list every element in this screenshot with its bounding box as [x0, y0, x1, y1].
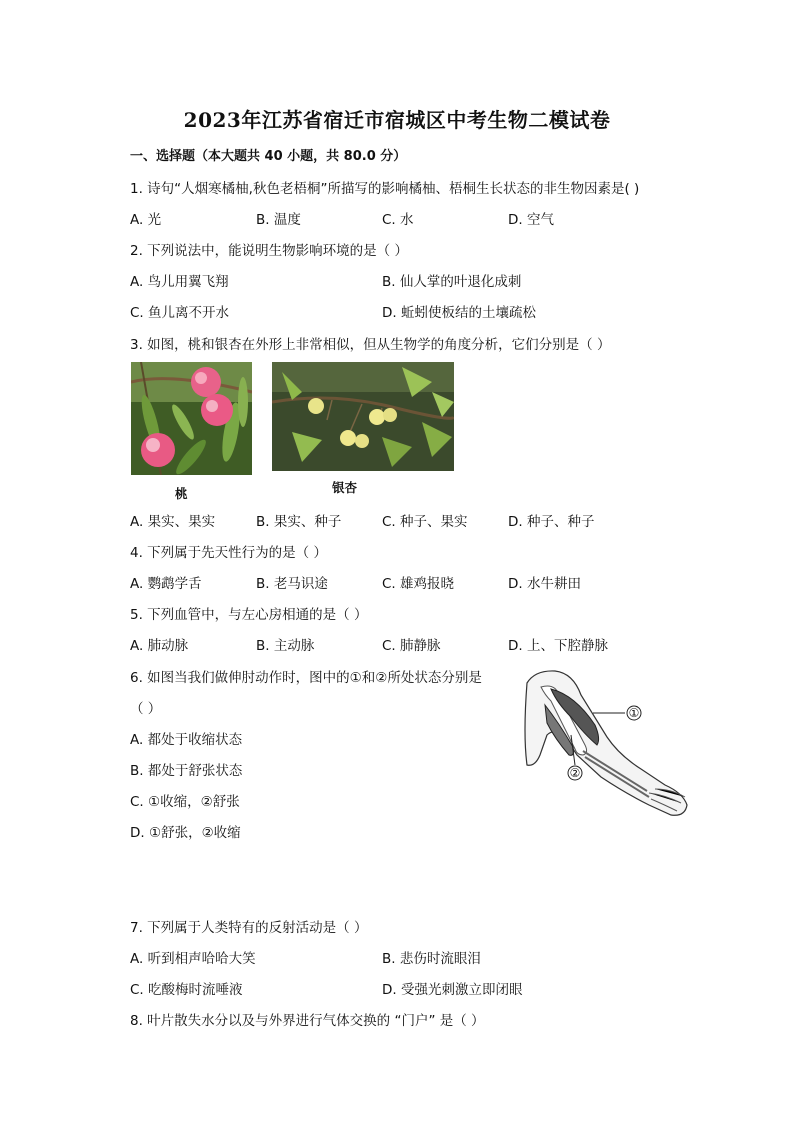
q7-option-c: C. 吃酸梅时流唾液 — [130, 982, 243, 998]
page-title: 2023年江苏省宿迁市宿城区中考生物二模试卷 — [183, 108, 611, 132]
q3-option-a: A. 果实、果实 — [130, 514, 216, 530]
q1-option-d: D. 空气 — [508, 212, 554, 228]
q4-option-d: D. 水牛耕田 — [508, 576, 581, 592]
q5-option-d: D. 上、下腔静脉 — [508, 638, 608, 654]
q7-option-a: A. 听到相声哈哈大笑 — [130, 951, 256, 967]
q1-option-a: A. 光 — [130, 212, 162, 228]
arm-illustration — [515, 665, 695, 825]
q7-option-d: D. 受强光刺激立即闭眼 — [382, 982, 523, 998]
q7-option-b: B. 悲伤时流眼泪 — [382, 951, 481, 967]
question-2-stem: 2. 下列说法中，能说明生物影响环境的是（ ） — [130, 243, 408, 259]
peach-image — [131, 362, 252, 475]
label-2: ② — [569, 766, 581, 780]
q6-option-c: C. ①收缩，②舒张 — [130, 794, 240, 810]
q2-option-a: A. 鸟儿用翼飞翔 — [130, 274, 229, 290]
question-6-stem: 6. 如图当我们做伸肘动作时，图中的①和②所处状态分别是 — [130, 670, 482, 686]
ginkgo-illustration — [272, 362, 454, 471]
q6-option-b: B. 都处于舒张状态 — [130, 763, 243, 779]
q3-option-b: B. 果实、种子 — [256, 514, 342, 530]
q4-option-c: C. 雄鸡报晓 — [382, 576, 455, 592]
section-heading: 一、选择题（本大题共 40 小题，共 80.0 分） — [130, 149, 407, 164]
q6-option-d: D. ①舒张，②收缩 — [130, 825, 241, 841]
q5-option-c: C. 肺静脉 — [382, 638, 441, 654]
q4-option-b: B. 老马识途 — [256, 576, 328, 592]
q5-option-a: A. 肺动脉 — [130, 638, 189, 654]
q3-option-d: D. 种子、种子 — [508, 514, 595, 530]
question-8-stem: 8. 叶片散失水分以及与外界进行气体交换的 “门户” 是（ ） — [130, 1013, 485, 1029]
q2-option-c: C. 鱼儿离不开水 — [130, 305, 230, 321]
question-6-stem-blank: （ ） — [130, 701, 162, 717]
q4-option-a: A. 鹦鹉学舌 — [130, 576, 202, 592]
question-3-stem: 3. 如图，桃和银杏在外形上非常相似，但从生物学的角度分析，它们分别是（ ） — [130, 337, 611, 353]
question-7-stem: 7. 下列属于人类特有的反射活动是（ ） — [130, 920, 368, 936]
q5-option-b: B. 主动脉 — [256, 638, 315, 654]
ginkgo-caption: 银杏 — [332, 480, 358, 495]
q6-option-a: A. 都处于收缩状态 — [130, 732, 243, 748]
label-1: ① — [628, 706, 640, 720]
question-4-stem: 4. 下列属于先天性行为的是（ ） — [130, 545, 327, 561]
q1-option-c: C. 水 — [382, 212, 414, 228]
peach-illustration — [131, 362, 252, 475]
ginkgo-image — [272, 362, 454, 471]
q1-option-b: B. 温度 — [256, 212, 301, 228]
question-1-stem: 1. 诗句“人烟寒橘柚,秋色老梧桐”所描写的影响橘柚、梧桐生长状态的非生物因素是( ) — [130, 181, 640, 197]
peach-caption: 桃 — [175, 486, 188, 501]
question-5-stem: 5. 下列血管中，与左心房相通的是（ ） — [130, 607, 368, 623]
q3-option-c: C. 种子、果实 — [382, 514, 468, 530]
q2-option-b: B. 仙人掌的叶退化成刺 — [382, 274, 522, 290]
arm-diagram — [515, 665, 695, 825]
q2-option-d: D. 蚯蚓使板结的土壤疏松 — [382, 305, 536, 321]
